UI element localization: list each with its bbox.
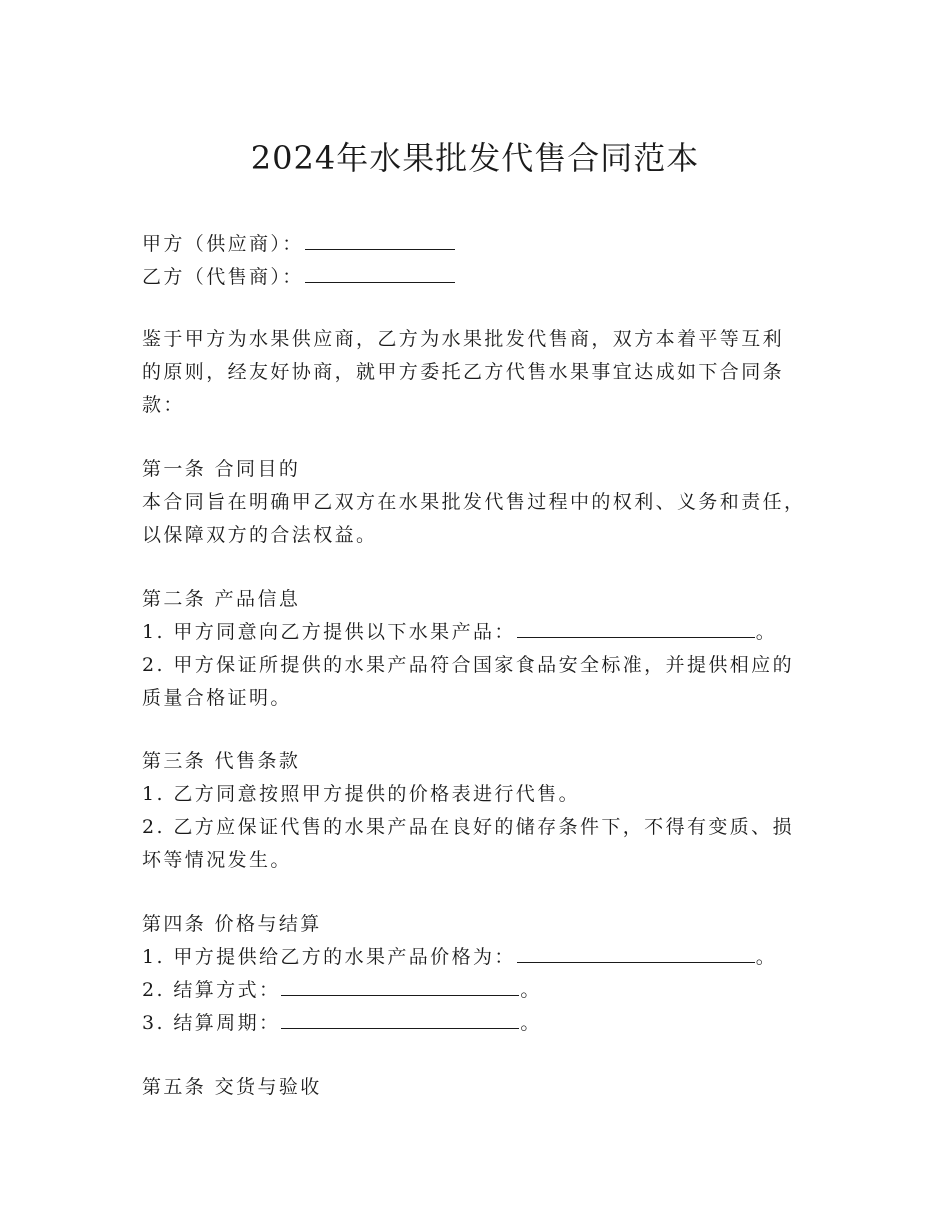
article-2-heading: 第二条 产品信息 (142, 588, 301, 610)
article-2-item-2-line: 2. 甲方保证所提供的水果产品符合国家食品安全标准，并提供相应的 (142, 654, 794, 676)
article-1-heading: 第一条 合同目的 (142, 458, 301, 480)
party-a-blank (305, 231, 455, 250)
article-2-item-1-text: 1. 甲方同意向乙方提供以下水果产品： (142, 621, 516, 643)
article-1-line: 本合同旨在明确甲乙双方在水果批发代售过程中的权利、义务和责任， (142, 491, 806, 513)
party-b-line (142, 263, 456, 291)
article-4-item-2-text: 2. 结算方式： (142, 979, 281, 1001)
settlement-period-blank (281, 1010, 519, 1029)
party-b-blank (305, 264, 455, 283)
article-4-item-1 (142, 943, 777, 971)
article-4-item-3-end: 。 (520, 1012, 542, 1034)
article-4-heading: 第四条 价格与结算 (142, 913, 322, 935)
party-a-line (142, 230, 456, 258)
preamble-line: 鉴于甲方为水果供应商，乙方为水果批发代售商，双方本着平等互利 (142, 328, 785, 350)
article-3-item-1: 1. 乙方同意按照甲方提供的价格表进行代售。 (142, 783, 580, 805)
article-2-item-1-end: 。 (755, 621, 778, 643)
article-3-heading: 第三条 代售条款 (142, 750, 301, 772)
article-4-item-2-end: 。 (520, 979, 542, 1001)
document-title: 2024年水果批发代售合同范本 (250, 139, 700, 177)
price-blank (517, 944, 755, 963)
article-1-line: 以保障双方的合法权益。 (142, 524, 378, 546)
article-5-heading: 第五条 交货与验收 (142, 1076, 322, 1098)
product-blank (517, 619, 755, 638)
settlement-method-blank (281, 977, 519, 996)
party-a-label: 甲方（供应商）： (142, 233, 304, 255)
preamble-line: 款： (142, 394, 185, 416)
article-2-item-1 (142, 618, 777, 646)
article-4-item-3 (142, 1009, 542, 1037)
article-3-item-2-line: 2. 乙方应保证代售的水果产品在良好的储存条件下，不得有变质、损 (142, 816, 794, 838)
article-4-item-3-text: 3. 结算周期： (142, 1012, 281, 1034)
preamble-line: 的原则，经友好协商，就甲方委托乙方代售水果事宜达成如下合同条 (142, 361, 785, 383)
party-b-label: 乙方（代售商）： (142, 266, 304, 288)
article-4-item-1-end: 。 (755, 946, 778, 968)
article-2-item-2-line: 质量合格证明。 (142, 687, 292, 709)
article-4-item-2 (142, 976, 542, 1004)
article-3-item-2-line: 坏等情况发生。 (142, 849, 292, 871)
article-4-item-1-text: 1. 甲方提供给乙方的水果产品价格为： (142, 946, 516, 968)
